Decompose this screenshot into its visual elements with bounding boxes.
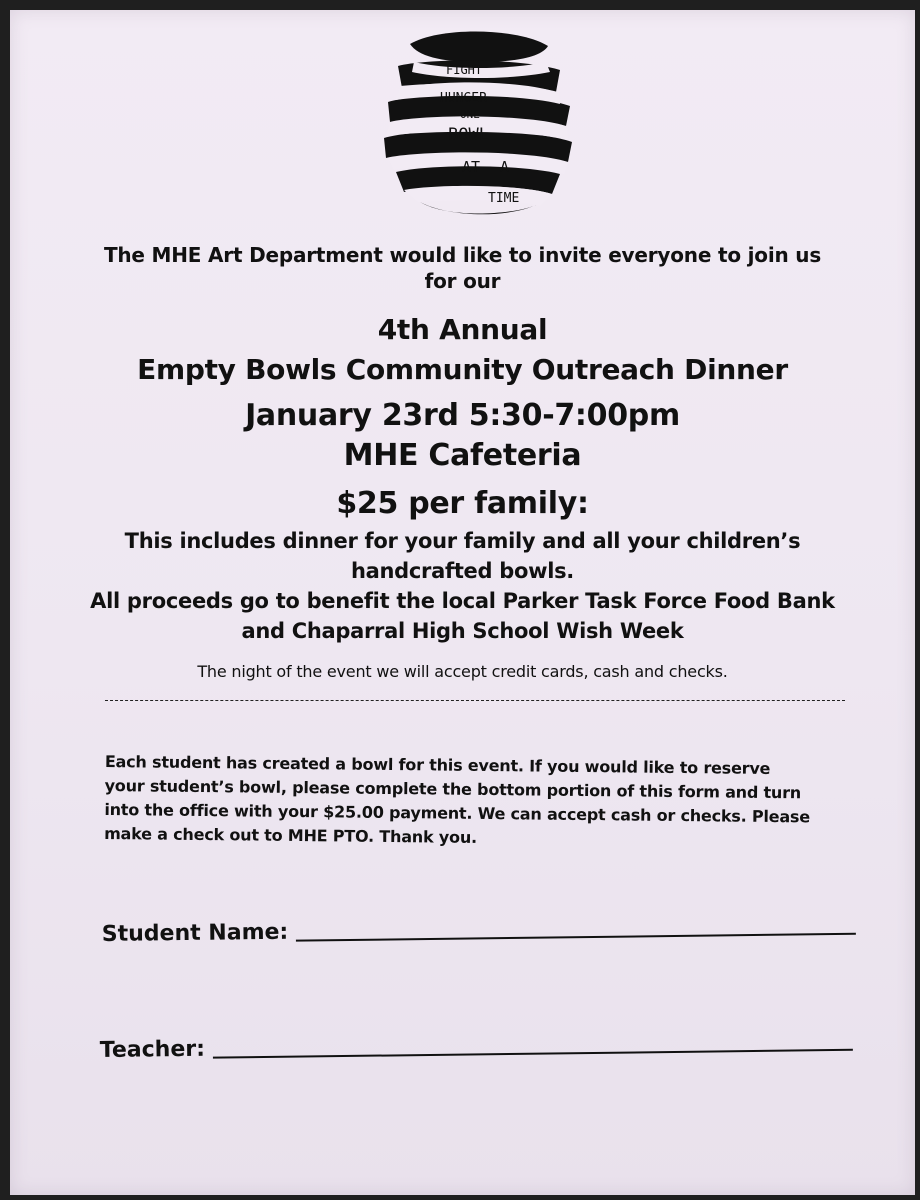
event-title: Empty Bowls Community Outreach Dinner bbox=[137, 353, 788, 386]
bowl-stack-icon bbox=[370, 22, 580, 222]
invitation-line-2: for our bbox=[424, 269, 501, 293]
details-line-4: and Chaparral High School Wish Week bbox=[241, 619, 684, 643]
details-line-3: All proceeds go to benefit the local Parker Task Force Food Bank bbox=[90, 589, 835, 613]
teacher-field[interactable] bbox=[100, 1029, 853, 1064]
logo-word-fight: FIGHT bbox=[446, 63, 483, 77]
event-datetime: January 23rd 5:30-7:00pm bbox=[245, 398, 680, 433]
student-name-label: Student Name: bbox=[101, 919, 289, 948]
cut-line-divider bbox=[105, 700, 845, 701]
details-line-1: This includes dinner for your family and all your children’s bbox=[124, 529, 801, 553]
flyer-page bbox=[10, 10, 915, 1195]
event-price: $25 per family: bbox=[336, 486, 589, 521]
payment-note: The night of the event we will accept credit cards, cash and checks. bbox=[197, 662, 728, 681]
details-line-2: handcrafted bowls. bbox=[351, 559, 574, 583]
logo-word-at: AT bbox=[462, 158, 481, 176]
logo-word-one: ONE bbox=[460, 108, 480, 121]
logo-word-a: A bbox=[500, 158, 510, 176]
student-name-blank[interactable] bbox=[296, 933, 856, 942]
teacher-blank[interactable] bbox=[213, 1049, 853, 1059]
event-annual: 4th Annual bbox=[377, 313, 548, 346]
logo-word-time: TIME bbox=[488, 191, 520, 206]
student-name-field[interactable] bbox=[102, 913, 857, 948]
event-details bbox=[10, 526, 915, 646]
logo-word-hunger: HUNGER bbox=[440, 91, 487, 106]
teacher-label: Teacher: bbox=[99, 1036, 206, 1064]
invitation-text bbox=[10, 242, 915, 294]
invitation-line-1: The MHE Art Department would like to invite everyone to join us bbox=[103, 243, 822, 267]
reservation-instructions: Each student has created a bowl for this event. If you would like to reserve your student’s bowl, please complete the bottom portion of this form and turn into the office with your $25.00 payment. We can accept cash or checks. Please make a check out to MHE PTO. Thank you. bbox=[104, 751, 811, 847]
logo-word-bowl: BOWL bbox=[448, 125, 489, 145]
event-location: MHE Cafeteria bbox=[343, 438, 582, 473]
